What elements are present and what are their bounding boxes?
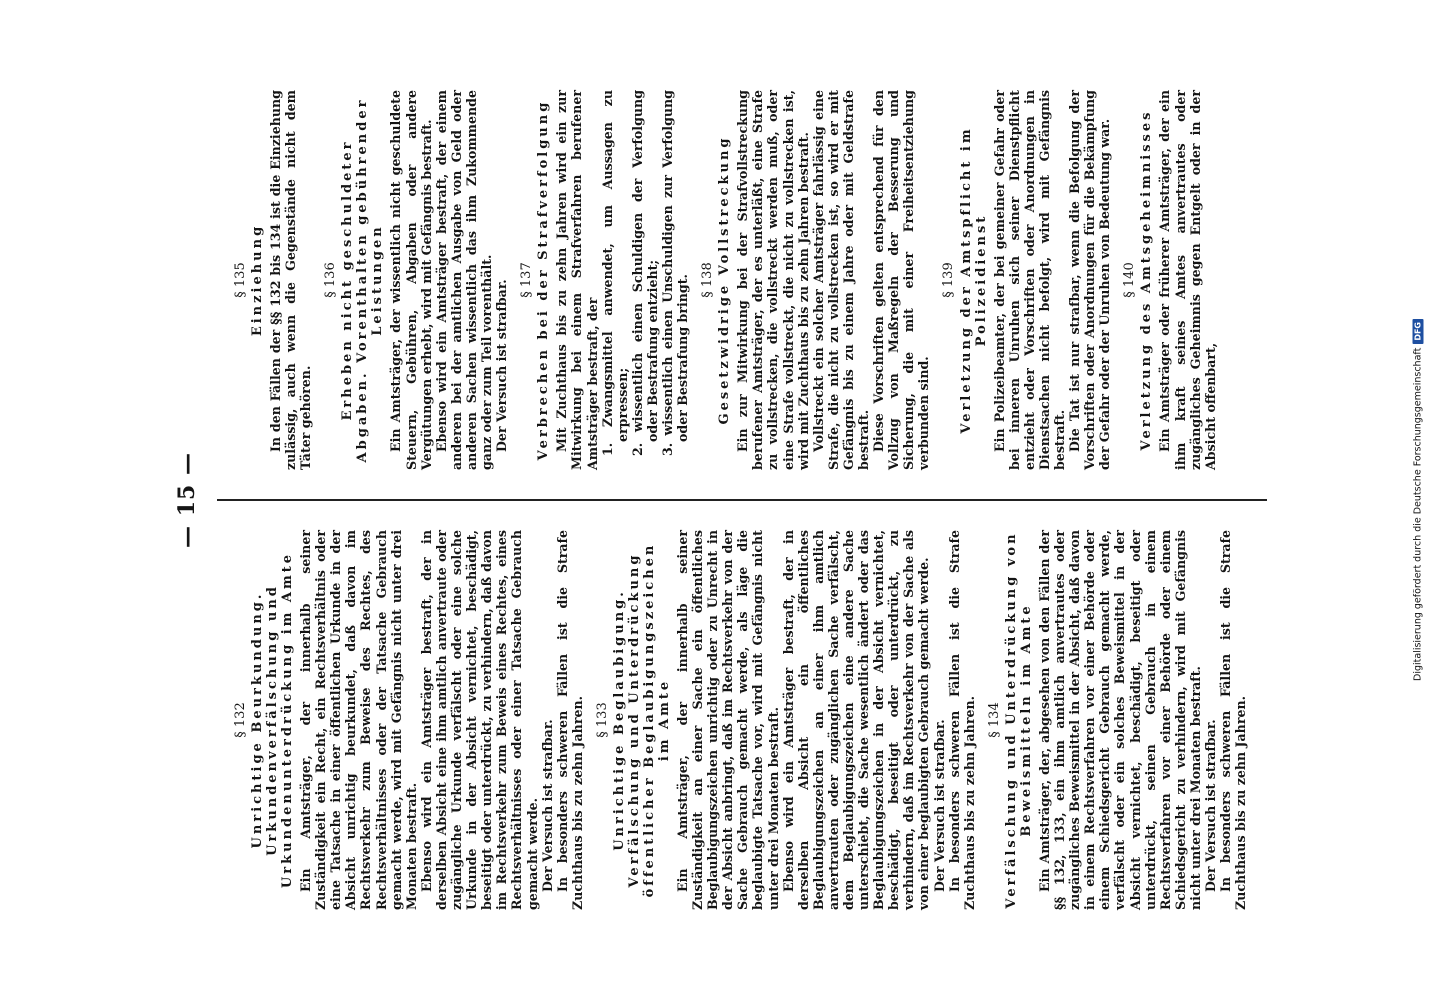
- list-item: 1. Zwangsmittel anwendet, um Aussagen zu erpressen;: [599, 90, 630, 456]
- paragraph: Ein Amtsträger oder früherer Amtsträger, der ein ihm kraft seines Amtes anvertrautes oder zugängliches Geheimnis gegen Entgelt oder in der Absicht offenbart,: [1157, 90, 1218, 470]
- paragraph: Der Versuch ist strafbar.: [539, 719, 555, 892]
- paragraph: Ein Amtsträger, der innerhalb seiner Zuständigkeit an einer Sache ein öffentliches Beglaubigungszeichen unrichtig oder zu Unrecht in der Absicht anbringt, daß im Rechtsverkehr von der Sache Gebrauch gemacht werde, als läge die beglaubigte Tatsache vor, wird mit Gefängnis nicht unter drei Monaten bestraft.: [674, 530, 781, 910]
- paragraph: Ebenso wird ein Amtsträger bestraft, der einem anderen bei der amtlichen Ausgabe von Geld oder anderen Sachen wissentlich das ihm Zukommende ganz oder zum Teil vorenthält.: [433, 90, 495, 470]
- left-column: [227, 530, 1258, 910]
- rotated-page: [92, 70, 1342, 930]
- list-item: 2. wissentlich einen Schuldigen der Verfolgung oder Bestrafung entzieht;: [629, 90, 660, 456]
- section-number: § 136: [323, 262, 339, 298]
- page-number: — 15 —: [174, 452, 200, 548]
- paragraph: Mit Zuchthaus bis zu zehn Jahren wird ein zur Mitwirkung bei einem Strafverfahren berufener Amtsträger bestraft, der: [554, 90, 600, 470]
- paragraph: Ein Amtsträger, der, abgesehen von den Fällen der §§ 132, 133, ein ihm amtlich anvertrautes oder zugängliches Beweismittel in der Absicht, daß davon in einem Rechtsverfahren vor einer Behörde oder einem Schiedsgericht Gebrauch gemacht werde, verfälscht oder ein solches Beweismittel in der Absicht vernichtet, beschädigt, beseitigt oder unterdrückt, seinen Gebrauch in einem Rechtsverfahren vor einer Behörde oder einem Schiedsgericht zu verhindern, wird mit Gefängnis nicht unter drei Monaten bestraft.: [1036, 530, 1203, 910]
- paragraph: In den Fällen der §§ 132 bis 134 ist die Einziehung zulässig, auch wenn die Gegenstände nicht dem Täter gehören.: [268, 90, 314, 470]
- paragraph: Vollstreckt ein solcher Amtsträger fahrlässig eine Strafe, die nicht zu vollstrecken ist, so wird er mit Gefängnis bis zu einem Jahre oder mit Geldstrafe bestraft.: [810, 90, 871, 470]
- paragraph: Die Tat ist nur strafbar, wenn die Befolgung der Vorschriften oder Anordnungen für die Bekämpfung der Gefahr oder der Unruhen von Bedeutung war.: [1067, 90, 1113, 470]
- section-title: Einziehung: [250, 223, 266, 337]
- paragraph: In besonders schweren Fällen ist die Strafe Zuchthaus bis zu zehn Jahren.: [554, 530, 585, 910]
- section-139: [941, 90, 1112, 470]
- section-title: Unrichtige Beglaubigung. Verfälschung und Unterdrückung öffentlicher Beglaubigungszeichen im Amte: [611, 542, 672, 898]
- section-140: [1122, 90, 1217, 470]
- section-number: § 134: [986, 702, 1002, 738]
- section-number: § 139: [941, 262, 957, 298]
- section-number: § 138: [700, 262, 716, 298]
- section-134: [987, 530, 1248, 910]
- digitization-credit: [1413, 319, 1424, 681]
- section-title: Unrichtige Beurkundung. Urkundenverfälschung und Urkundenunterdrückung im Amte: [250, 551, 296, 889]
- list-item: 3. wissentlich einen Unschuldigen zur Verfolgung oder Bestrafung bringt.: [659, 90, 691, 456]
- section-title: Erheben nicht geschuldeter Abgaben. Vorenthalten gebührender Leistungen: [340, 97, 386, 463]
- section-132: [233, 530, 585, 910]
- paragraph: Ein Amtsträger, der wissentlich nicht geschuldete Steuern, Gebühren, Abgaben oder andere Vergütungen erhebt, wird mit Gefängnis bestraft.: [388, 90, 434, 470]
- section-133: [595, 530, 977, 910]
- section-136: [323, 90, 509, 470]
- paragraph: Diese Vorschriften gelten entsprechend für den Vollzug von Maßregeln der Besserung und Sicherung, die mit einer Freiheitsentziehung verbunden sind.: [871, 90, 932, 470]
- section-title: Verbrechen bei der Strafverfolgung: [536, 99, 552, 461]
- section-number: § 137: [519, 262, 535, 298]
- paragraph: Ein Polizeibeamter, der bei gemeiner Gefahr oder bei inneren Unruhen sich seiner Dienstpflicht entzieht oder Vorschriften oder Anordnungen in Dienstsachen nicht befolgt, wird mit Gefängnis bestraft.: [991, 90, 1067, 470]
- section-title: Verletzung der Amtspflicht im Polizeidienst: [958, 126, 989, 434]
- paragraph: Ebenso wird ein Amtsträger bestraft, der in derselben Absicht ein öffentliches Beglaubigungszeichen an einer ihm amtlich anvertrauten oder zugänglichen Sache verfälscht, dem Beglaubigungszeichen eine andere Sache unterschiebt, die Sache wesentlich ändert oder das Beglaubigungszeichen in der Absicht vernichtet, beschädigt, beseitigt oder unterdrückt, zu verhindern, daß im Rechtsverkehr von der Sache als von einer beglaubigten Gebrauch gemacht werde.: [780, 530, 932, 910]
- section-137: [519, 90, 690, 470]
- dfg-logo: DFG: [1413, 319, 1424, 344]
- paragraph: Der Versuch ist strafbar.: [1202, 719, 1218, 892]
- section-title: Gesetzwidrige Vollstreckung: [717, 135, 733, 425]
- credit-text: Digitalisierung gefördert durch die Deutsche Forschungsgemeinschaft: [1412, 347, 1424, 681]
- section-number: § 133: [594, 702, 610, 738]
- enumeration-list: [600, 90, 691, 470]
- right-column: [227, 90, 1228, 470]
- section-138: [700, 90, 931, 470]
- paragraph: Ein Amtsträger, der innerhalb seiner Zuständigkeit ein Recht, ein Rechtsverhältnis oder eine Tatsache in einer öffentlichen Urkunde in der Absicht unrichtig beurkundet, daß davon im Rechtsverkehr zum Beweise des Rechtes, des Rechtsverhältnisses oder der Tatsache Gebrauch gemacht werde, wird mit Gefängnis nicht unter drei Monaten bestraft.: [298, 530, 419, 910]
- section-title: Verletzung des Amtsgeheimnisses: [1139, 109, 1155, 451]
- paragraph: Der Versuch ist strafbar.: [494, 279, 510, 452]
- paragraph: Der Versuch ist strafbar.: [931, 719, 947, 892]
- column-divider: [217, 499, 1267, 501]
- paragraph: Ebenso wird ein Amtsträger bestraft, der in derselben Absicht eine ihm amtlich anvertraute oder zugängliche Urkunde verfälscht oder eine solche Urkunde in der Absicht vernichtet, beschädigt, beseitigt oder unterdrückt, zu verhindern, daß davon im Rechtsverkehr zum Beweis eines Rechtes, eines Rechtsverhältnisses oder einer Tatsache Gebrauch gemacht werde.: [418, 530, 540, 910]
- section-number: § 135: [233, 262, 248, 298]
- paragraph: Ein zur Mitwirkung bei der Strafvollstreckung berufener Amtsträger, der es unterläßt, eine Strafe zu vollstrecken, die vollstreckt werden muß, oder eine Strafe vollstreckt, die nicht zu vollstrecken ist, wird mit Zuchthaus bis zu zehn Jahren bestraft.: [735, 90, 811, 470]
- paragraph: In besonders schweren Fällen ist die Strafe Zuchthaus bis zu zehn Jahren.: [946, 530, 977, 910]
- section-title: Verfälschung und Unterdrückung von Beweismitteln im Amte: [1003, 531, 1034, 909]
- section-number: § 132: [233, 702, 248, 738]
- section-number: § 140: [1122, 262, 1138, 298]
- section-135: [233, 90, 313, 470]
- paragraph: In besonders schweren Fällen ist die Strafe Zuchthaus bis zu zehn Jahren.: [1218, 530, 1249, 910]
